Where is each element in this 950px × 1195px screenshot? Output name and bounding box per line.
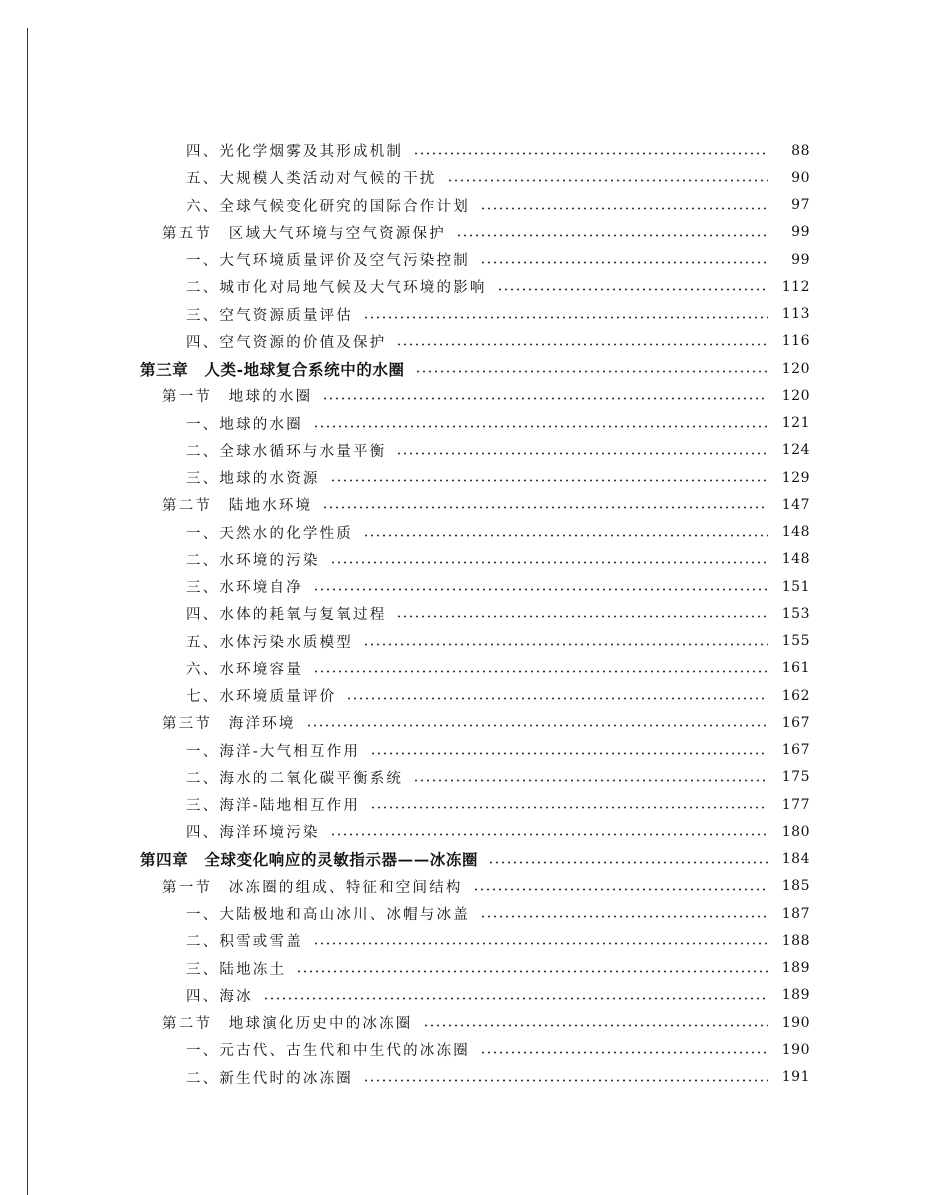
toc-entry-label: 一、海洋-大气相互作用 bbox=[186, 743, 361, 760]
toc-entry-label: 二、城市化对局地气候及大气环境的影响 bbox=[186, 280, 487, 297]
toc-dot-leader bbox=[488, 861, 768, 864]
toc-entry-page-number: 90 bbox=[791, 169, 810, 186]
toc-entry-section bbox=[162, 382, 810, 409]
toc-entry-page-number: 191 bbox=[781, 1069, 810, 1085]
toc-dot-leader bbox=[306, 724, 768, 727]
toc-entry-section bbox=[162, 1009, 810, 1036]
toc-entry-label: 五、大规模人类活动对气候的干扰 bbox=[186, 171, 437, 188]
toc-dot-leader bbox=[322, 506, 768, 509]
toc-entry-page-number: 189 bbox=[781, 987, 810, 1004]
toc-entry-section bbox=[162, 491, 810, 518]
toc-entry-item bbox=[186, 192, 810, 219]
toc-dot-leader bbox=[415, 370, 768, 373]
toc-entry-page-number: 129 bbox=[781, 469, 810, 486]
toc-entry-item bbox=[186, 573, 810, 600]
toc-entry-label: 第三章 人类-地球复合系统中的水圈 bbox=[140, 359, 405, 379]
toc-entry-page-number: 184 bbox=[781, 851, 810, 867]
toc-entry-item bbox=[186, 927, 810, 954]
toc-dot-leader bbox=[330, 561, 768, 564]
toc-entry-label: 七、水环境质量评价 bbox=[186, 689, 337, 705]
toc-entry-item bbox=[186, 273, 810, 300]
toc-entry-page-number: 99 bbox=[791, 224, 810, 241]
toc-entry-item bbox=[186, 246, 810, 273]
toc-dot-leader bbox=[313, 942, 768, 945]
toc-entry-label: 第一节 地球的水圈 bbox=[162, 389, 313, 406]
toc-entry-item bbox=[186, 164, 810, 191]
toc-entry-label: 二、新生代时的冰冻圈 bbox=[186, 1070, 353, 1087]
toc-entry-label: 二、水环境的污染 bbox=[186, 552, 320, 569]
toc-dot-leader bbox=[473, 888, 768, 891]
toc-dot-leader bbox=[413, 779, 768, 782]
toc-entry-item bbox=[186, 1036, 810, 1063]
toc-entry-label: 一、地球的水圈 bbox=[186, 416, 303, 433]
toc-entry-page-number: 88 bbox=[791, 142, 810, 159]
toc-entry-page-number: 121 bbox=[781, 415, 810, 431]
toc-dot-leader bbox=[396, 615, 768, 618]
toc-entry-page-number: 99 bbox=[791, 251, 810, 268]
toc-dot-leader bbox=[480, 207, 768, 210]
toc-entry-label: 一、元古代、古生代和中生代的冰冻圈 bbox=[186, 1043, 470, 1060]
toc-dot-leader bbox=[363, 1079, 768, 1082]
toc-entry-page-number: 175 bbox=[781, 769, 810, 786]
toc-dot-leader bbox=[497, 288, 768, 291]
toc-entry-label: 第三节 海洋环境 bbox=[162, 716, 296, 733]
toc-entry-page-number: 148 bbox=[781, 551, 810, 568]
toc-dot-leader bbox=[322, 397, 768, 400]
toc-dot-leader bbox=[480, 1051, 768, 1054]
toc-dot-leader bbox=[447, 179, 769, 182]
toc-entry-chapter bbox=[140, 355, 810, 382]
toc-entry-page-number: 180 bbox=[781, 823, 810, 840]
toc-entry-section bbox=[162, 873, 810, 900]
toc-entry-label: 三、陆地冻土 bbox=[186, 961, 287, 978]
toc-entry-label: 六、水环境容量 bbox=[186, 661, 303, 678]
toc-entry-label: 二、积雪或雪盖 bbox=[186, 934, 303, 951]
toc-entry-page-number: 97 bbox=[791, 197, 810, 213]
toc-entry-page-number: 147 bbox=[781, 496, 810, 513]
toc-entry-label: 四、水体的耗氧与复氧过程 bbox=[186, 607, 387, 624]
toc-entry-item bbox=[186, 301, 810, 328]
toc-entry-item bbox=[186, 519, 810, 546]
toc-entry-label: 一、天然水的化学性质 bbox=[186, 525, 353, 542]
toc-entry-page-number: 167 bbox=[781, 742, 810, 758]
toc-dot-leader bbox=[480, 261, 768, 264]
toc-entry-item bbox=[186, 900, 810, 927]
toc-entry-item bbox=[186, 410, 810, 437]
toc-entry-item bbox=[186, 764, 810, 791]
toc-entry-item bbox=[186, 818, 810, 845]
toc-entry-page-number: 124 bbox=[781, 442, 810, 459]
toc-entry-page-number: 185 bbox=[781, 878, 810, 895]
toc-entry-item bbox=[186, 328, 810, 355]
toc-entry-section bbox=[162, 219, 810, 246]
toc-entry-page-number: 120 bbox=[781, 387, 810, 404]
toc-entry-page-number: 162 bbox=[781, 687, 810, 704]
toc-dot-leader bbox=[363, 643, 768, 646]
toc-entry-page-number: 116 bbox=[781, 333, 810, 350]
toc-entry-item bbox=[186, 737, 810, 764]
toc-dot-leader bbox=[296, 970, 768, 973]
toc-entry-item bbox=[186, 682, 810, 709]
toc-dot-leader bbox=[480, 915, 768, 918]
toc-dot-leader bbox=[363, 316, 768, 319]
toc-dot-leader bbox=[413, 152, 768, 155]
page-binding-line bbox=[27, 28, 28, 1195]
toc-dot-leader bbox=[396, 452, 768, 455]
toc-entry-item bbox=[186, 1064, 810, 1091]
toc-entry-section bbox=[162, 709, 810, 736]
toc-dot-leader bbox=[263, 997, 768, 1000]
toc-dot-leader bbox=[313, 670, 768, 673]
toc-entry-label: 三、海洋-陆地相互作用 bbox=[186, 798, 361, 814]
toc-dot-leader bbox=[456, 234, 768, 237]
toc-entry-label: 三、空气资源质量评估 bbox=[186, 307, 353, 324]
toc-entry-page-number: 167 bbox=[781, 714, 810, 731]
toc-entry-item bbox=[186, 464, 810, 491]
toc-dot-leader bbox=[423, 1024, 769, 1027]
toc-entry-page-number: 148 bbox=[781, 524, 810, 540]
toc-entry-page-number: 177 bbox=[781, 796, 810, 813]
toc-dot-leader bbox=[363, 534, 768, 537]
toc-entry-label: 第五节 区域大气环境与空气资源保护 bbox=[162, 225, 446, 242]
toc-entry-page-number: 112 bbox=[781, 278, 810, 295]
toc-entry-page-number: 188 bbox=[781, 932, 810, 949]
toc-entry-label: 三、地球的水资源 bbox=[186, 471, 320, 487]
toc-dot-leader bbox=[346, 697, 768, 700]
toc-dot-leader bbox=[313, 425, 768, 428]
toc-entry-page-number: 151 bbox=[781, 578, 810, 595]
toc-entry-label: 一、大气环境质量评价及空气污染控制 bbox=[186, 253, 470, 269]
toc-dot-leader bbox=[313, 588, 768, 591]
toc-dot-leader bbox=[370, 752, 768, 755]
toc-entry-page-number: 161 bbox=[781, 660, 810, 677]
toc-entry-page-number: 155 bbox=[781, 633, 810, 649]
toc-entry-item bbox=[186, 628, 810, 655]
toc-entry-page-number: 187 bbox=[781, 905, 810, 922]
toc-entry-label: 五、水体污染水质模型 bbox=[186, 634, 353, 651]
toc-entry-label: 二、全球水循环与水量平衡 bbox=[186, 443, 387, 460]
toc-entry-label: 第四章 全球变化响应的灵敏指示器——冰冻圈 bbox=[140, 850, 479, 869]
toc-entry-item bbox=[186, 437, 810, 464]
toc-entry-item bbox=[186, 600, 810, 627]
toc-entry-page-number: 153 bbox=[781, 605, 810, 622]
toc-entry-label: 四、海洋环境污染 bbox=[186, 825, 320, 842]
toc-entry-item bbox=[186, 546, 810, 573]
toc-entry-item bbox=[186, 655, 810, 682]
toc-entry-label: 三、水环境自净 bbox=[186, 580, 303, 596]
toc-entry-page-number: 113 bbox=[781, 306, 810, 322]
toc-entry-label: 第二节 地球演化历史中的冰冻圈 bbox=[162, 1016, 413, 1032]
toc-dot-leader bbox=[370, 806, 768, 809]
toc-entry-item bbox=[186, 137, 810, 164]
toc-entry-label: 二、海水的二氧化碳平衡系统 bbox=[186, 770, 404, 787]
toc-entry-label: 四、光化学烟雾及其形成机制 bbox=[186, 144, 404, 160]
toc-entry-label: 一、大陆极地和高山冰川、冰帽与冰盖 bbox=[186, 907, 470, 923]
toc-dot-leader bbox=[330, 479, 768, 482]
toc-entry-label: 六、全球气候变化研究的国际合作计划 bbox=[186, 198, 470, 215]
toc-entry-item bbox=[186, 982, 810, 1009]
toc-entry-item bbox=[186, 791, 810, 818]
toc-entry-chapter bbox=[140, 846, 810, 873]
toc-dot-leader bbox=[330, 833, 768, 836]
toc-entry-page-number: 190 bbox=[781, 1041, 810, 1058]
toc-entry-page-number: 189 bbox=[781, 960, 810, 976]
toc-entry-label: 四、海冰 bbox=[186, 988, 253, 1005]
toc-entry-page-number: 120 bbox=[781, 360, 810, 377]
toc-entry-page-number: 190 bbox=[781, 1014, 810, 1031]
toc-entry-label: 第二节 陆地水环境 bbox=[162, 498, 313, 515]
toc-entry-label: 第一节 冰冻圈的组成、特征和空间结构 bbox=[162, 879, 463, 896]
toc-dot-leader bbox=[396, 343, 768, 346]
toc-entry-label: 四、空气资源的价值及保护 bbox=[186, 334, 387, 351]
toc-entry-item bbox=[186, 955, 810, 982]
